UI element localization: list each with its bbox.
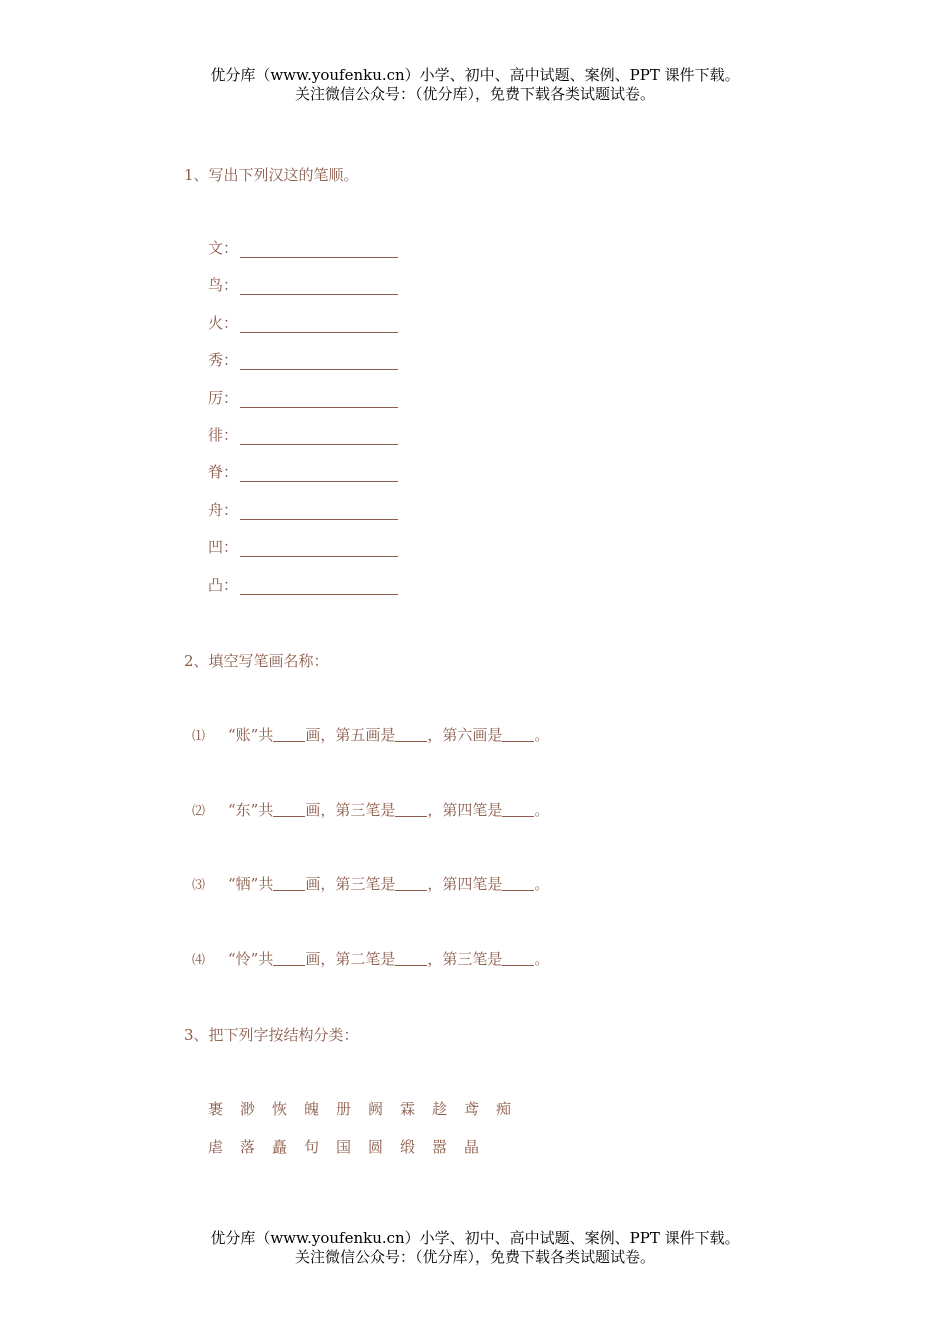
footer-line-1: 优分库（www.youfenku.cn）小学、初中、高中试题、案例、PPT 课件下载。 bbox=[210, 1229, 740, 1247]
item-char: “东”共 bbox=[228, 801, 274, 819]
item-text-b: ，第四笔是 bbox=[427, 801, 503, 819]
item-number: ⑴ bbox=[192, 729, 206, 744]
blank-field[interactable] bbox=[395, 876, 427, 891]
stroke-order-row bbox=[208, 350, 398, 370]
char-item: 国 bbox=[336, 1138, 352, 1156]
blank-field[interactable] bbox=[395, 951, 427, 966]
char-item: 趁 bbox=[432, 1100, 448, 1118]
answer-line[interactable] bbox=[240, 278, 398, 295]
blank-field[interactable] bbox=[502, 727, 534, 742]
char-item: 裹 bbox=[208, 1100, 224, 1118]
fill-item bbox=[192, 799, 549, 820]
answer-line[interactable] bbox=[240, 241, 398, 258]
blank-field[interactable] bbox=[502, 802, 534, 817]
char-item: 嚣 bbox=[432, 1138, 448, 1156]
char-item: 恢 bbox=[272, 1100, 288, 1118]
blank-field[interactable] bbox=[502, 876, 534, 891]
char-item: 魄 bbox=[304, 1100, 320, 1118]
stroke-char: 文： bbox=[208, 239, 239, 257]
item-text-a: 画，第三笔是 bbox=[305, 801, 396, 819]
stroke-order-row bbox=[208, 462, 398, 482]
footer-line-2: 关注微信公众号：（优分库），免费下载各类试题试卷。 bbox=[294, 1248, 655, 1266]
answer-line[interactable] bbox=[240, 465, 398, 482]
stroke-char: 鸟： bbox=[208, 276, 239, 294]
item-number: ⑷ bbox=[192, 953, 206, 968]
page-footer bbox=[0, 1229, 950, 1267]
item-char: “账”共 bbox=[228, 726, 274, 744]
blank-field[interactable] bbox=[395, 802, 427, 817]
blank-field[interactable] bbox=[273, 727, 305, 742]
item-text-c: 。 bbox=[534, 726, 550, 744]
answer-line[interactable] bbox=[240, 503, 398, 520]
char-item: 痴 bbox=[496, 1100, 512, 1118]
answer-line[interactable] bbox=[240, 316, 398, 333]
item-text-a: 画，第二笔是 bbox=[305, 950, 396, 968]
char-item: 虐 bbox=[208, 1138, 224, 1156]
stroke-order-row bbox=[208, 425, 398, 445]
answer-line[interactable] bbox=[240, 353, 398, 370]
item-text-b: ，第六画是 bbox=[427, 726, 503, 744]
blank-field[interactable] bbox=[502, 951, 534, 966]
item-text-a: 画，第五画是 bbox=[305, 726, 396, 744]
item-number: ⑵ bbox=[192, 804, 206, 819]
stroke-order-row bbox=[208, 313, 398, 333]
answer-line[interactable] bbox=[240, 391, 398, 408]
fill-item bbox=[192, 948, 549, 969]
question-3-title: 3、把下列字按结构分类： bbox=[184, 1026, 359, 1044]
header-line-2: 关注微信公众号：（优分库），免费下载各类试题试卷。 bbox=[294, 85, 655, 103]
blank-field[interactable] bbox=[273, 951, 305, 966]
item-text-c: 。 bbox=[534, 801, 550, 819]
stroke-char: 凸： bbox=[208, 576, 239, 594]
item-text-c: 。 bbox=[534, 950, 550, 968]
stroke-char: 舟： bbox=[208, 501, 239, 519]
char-item: 册 bbox=[336, 1100, 352, 1118]
char-item: 落 bbox=[240, 1138, 256, 1156]
char-list-row-2 bbox=[208, 1136, 496, 1157]
answer-line[interactable] bbox=[240, 578, 398, 595]
blank-field[interactable] bbox=[273, 876, 305, 891]
char-item: 句 bbox=[304, 1138, 320, 1156]
char-item: 鸢 bbox=[464, 1100, 480, 1118]
char-item: 阙 bbox=[368, 1100, 384, 1118]
question-2-title: 2、填空写笔画名称： bbox=[184, 652, 329, 670]
stroke-char: 秀： bbox=[208, 351, 239, 369]
stroke-char: 火： bbox=[208, 314, 239, 332]
stroke-order-row bbox=[208, 500, 398, 520]
char-item: 渺 bbox=[240, 1100, 256, 1118]
char-item: 晶 bbox=[464, 1138, 480, 1156]
blank-field[interactable] bbox=[395, 727, 427, 742]
page-header bbox=[0, 66, 950, 104]
char-item: 圆 bbox=[368, 1138, 384, 1156]
header-line-1: 优分库（www.youfenku.cn）小学、初中、高中试题、案例、PPT 课件下载。 bbox=[210, 66, 740, 84]
char-list-row-1 bbox=[208, 1098, 528, 1119]
fill-item bbox=[192, 873, 549, 894]
char-item: 矗 bbox=[272, 1138, 288, 1156]
stroke-char: 凹： bbox=[208, 538, 239, 556]
stroke-order-row bbox=[208, 388, 398, 408]
blank-field[interactable] bbox=[273, 802, 305, 817]
answer-line[interactable] bbox=[240, 428, 398, 445]
item-number: ⑶ bbox=[192, 878, 206, 893]
item-text-a: 画，第三笔是 bbox=[305, 875, 396, 893]
stroke-order-row bbox=[208, 575, 398, 595]
item-text-b: ，第三笔是 bbox=[427, 950, 503, 968]
item-char: “怜”共 bbox=[228, 950, 274, 968]
stroke-order-row bbox=[208, 238, 398, 258]
item-text-b: ，第四笔是 bbox=[427, 875, 503, 893]
item-text-c: 。 bbox=[534, 875, 550, 893]
stroke-order-row bbox=[208, 275, 398, 295]
question-1-title: 1、写出下列汉这的笔顺。 bbox=[184, 166, 359, 184]
answer-line[interactable] bbox=[240, 540, 398, 557]
char-item: 缎 bbox=[400, 1138, 416, 1156]
stroke-order-row bbox=[208, 537, 398, 557]
stroke-char: 脊： bbox=[208, 463, 239, 481]
stroke-char: 厉： bbox=[208, 389, 239, 407]
char-item: 霖 bbox=[400, 1100, 416, 1118]
stroke-char: 徘： bbox=[208, 426, 239, 444]
fill-item bbox=[192, 724, 549, 745]
item-char: “牺”共 bbox=[228, 875, 274, 893]
